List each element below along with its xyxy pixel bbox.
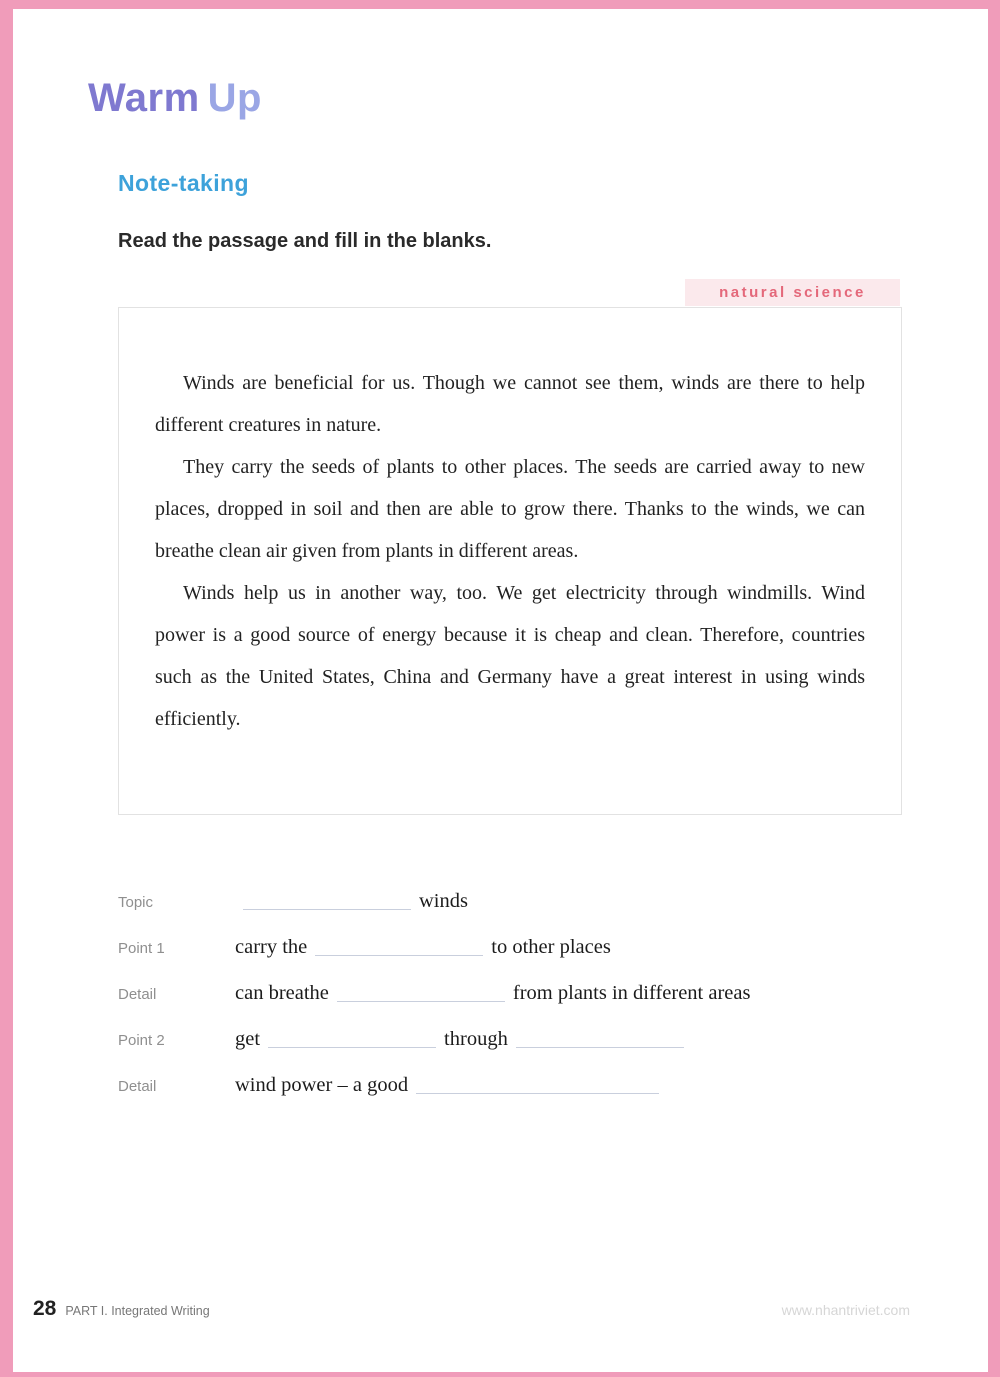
note-row-content	[235, 934, 611, 961]
fill-in-blank-line	[315, 944, 483, 956]
note-text: through	[444, 1028, 508, 1050]
publisher-website: www.nhantriviet.com	[781, 1302, 910, 1318]
page-edge-bottom	[0, 1372, 1000, 1377]
fill-in-blank-line	[243, 898, 411, 910]
note-text: wind power – a good	[235, 1074, 409, 1096]
fill-in-blank-line	[416, 1082, 659, 1094]
category-tag: natural science	[685, 279, 900, 306]
note-row-label: Detail	[118, 1078, 157, 1095]
fill-in-blank-line	[268, 1036, 436, 1048]
page-edge-left	[0, 0, 13, 1377]
note-row-label: Topic	[118, 894, 154, 911]
footer	[33, 1297, 210, 1321]
note-row	[118, 934, 908, 961]
passage-paragraph: Winds help us in another way, too. We get electricity through windmills. Wind power is a good source of energy because it is cheap and clean. Therefore, countries such as the United States, China and Germany have a great interest in using winds efficiently.	[155, 582, 865, 730]
activity-title: Note-taking	[118, 170, 249, 196]
title-word-warm: Warm	[88, 76, 200, 120]
passage-paragraph: They carry the seeds of plants to other places. The seeds are carried away to new places, dropped in soil and then are able to grow there. Thanks to the winds, we can breathe clean air given from plants in different areas.	[155, 456, 865, 562]
passage-box	[118, 307, 902, 815]
note-row	[118, 980, 908, 1007]
note-text: get	[235, 1028, 261, 1050]
note-row-label: Detail	[118, 986, 157, 1003]
note-row	[118, 888, 908, 915]
passage-paragraph: Winds are beneficial for us. Though we cannot see them, winds are there to help different creatures in nature.	[155, 372, 865, 436]
note-row-content	[235, 1072, 667, 1099]
note-text: can breathe	[235, 982, 329, 1004]
note-text: to other places	[491, 936, 611, 958]
note-text: carry the	[235, 936, 308, 958]
note-row-content	[235, 888, 468, 915]
fill-in-blank-line	[337, 990, 505, 1002]
page-number: 28	[33, 1297, 57, 1320]
title-word-up: Up	[207, 76, 262, 120]
page-edge-right	[988, 0, 1000, 1377]
note-row-content	[235, 980, 750, 1007]
note-text: winds	[419, 890, 468, 912]
note-row-label: Point 2	[118, 1032, 165, 1049]
passage-text	[155, 362, 865, 740]
note-row-label: Point 1	[118, 940, 165, 957]
note-text: from plants in different areas	[512, 982, 751, 1004]
page-title	[88, 76, 262, 121]
note-row	[118, 1072, 908, 1099]
note-row	[118, 1026, 908, 1053]
fill-in-blank-line	[516, 1036, 684, 1048]
note-taking-outline	[118, 888, 908, 1118]
part-label: PART I. Integrated Writing	[65, 1304, 210, 1318]
instruction-text: Read the passage and fill in the blanks.	[118, 230, 492, 252]
page-edge-top	[0, 0, 1000, 9]
note-row-content	[235, 1026, 692, 1053]
